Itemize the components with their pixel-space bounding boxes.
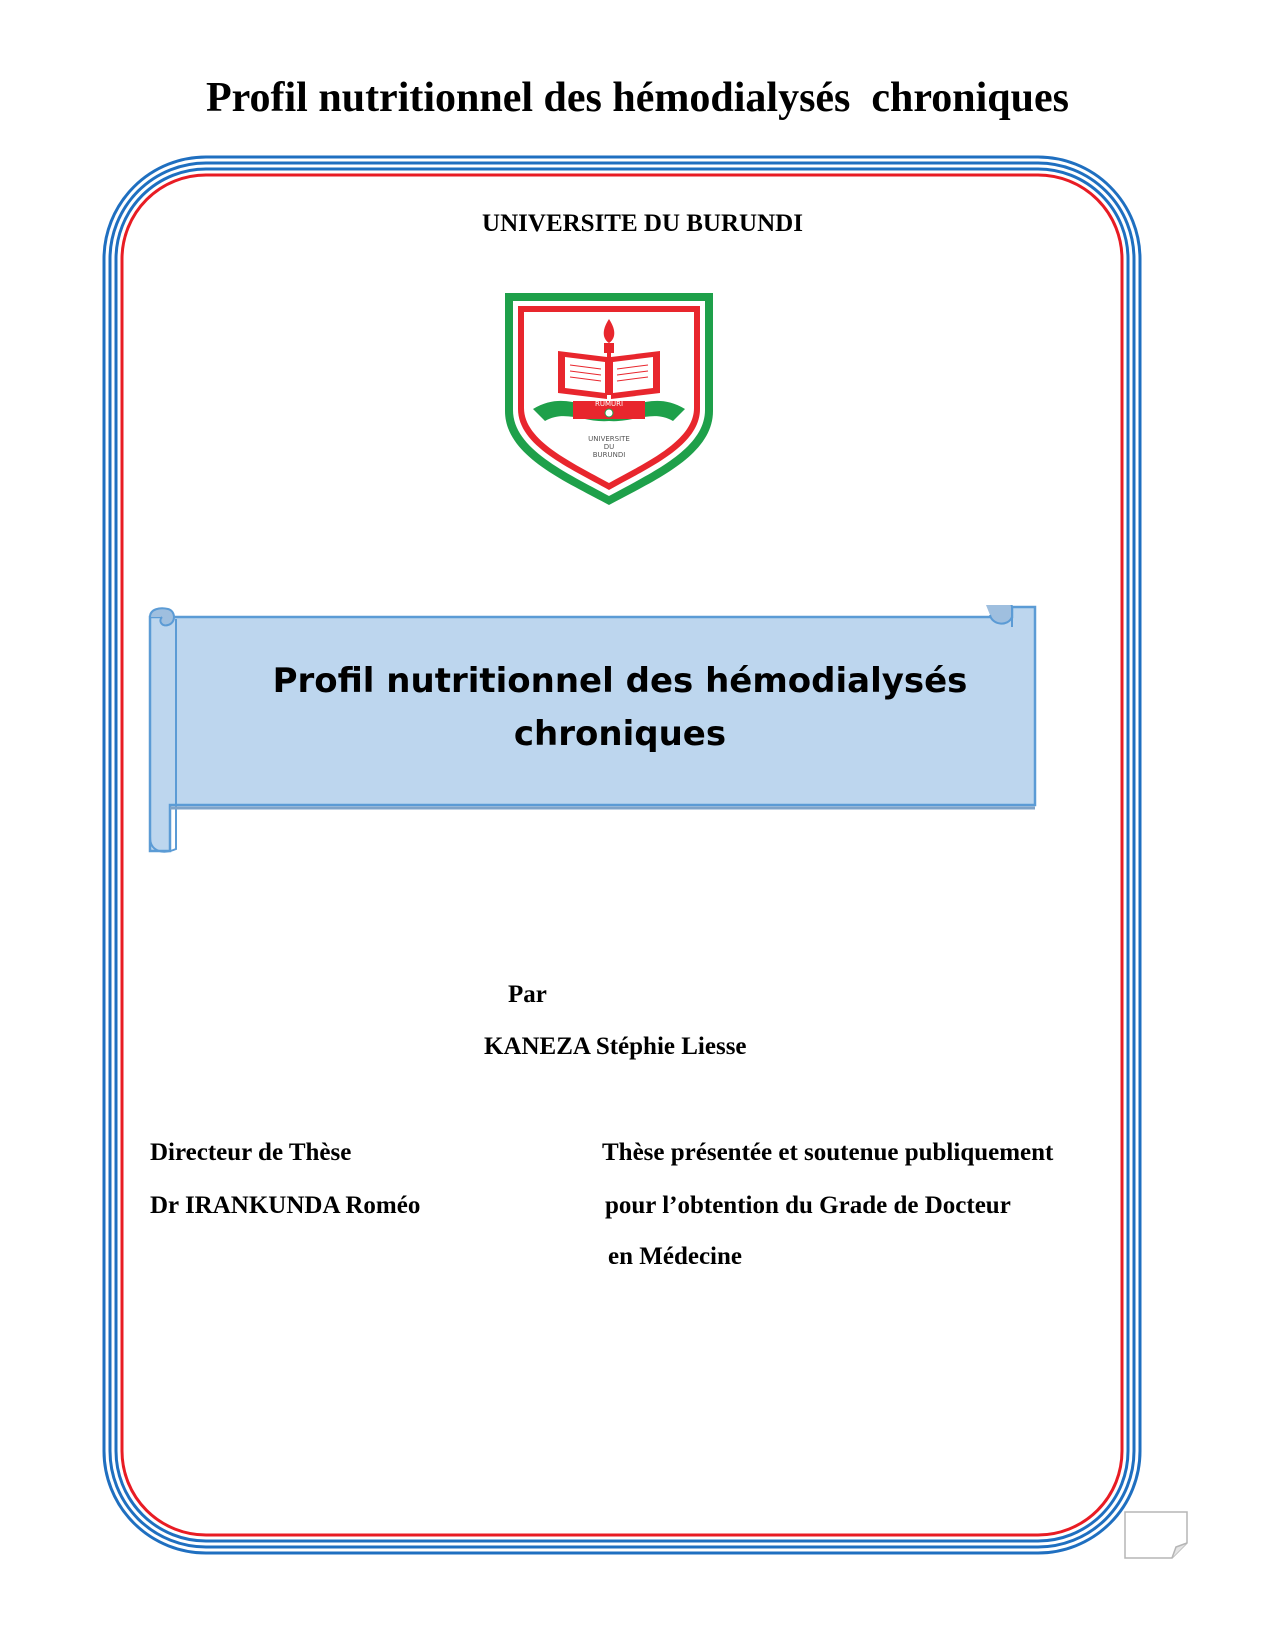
- page-curl-icon: [1124, 1511, 1188, 1559]
- crest-text-line3: BURUNDI: [592, 451, 626, 459]
- by-label: Par: [508, 981, 547, 1008]
- university-crest-logo: [503, 291, 715, 507]
- thesis-statement-line3: en Médecine: [608, 1243, 742, 1270]
- crest-motto: RUMURI: [594, 400, 624, 408]
- author-name: KANEZA Stéphie Liesse: [484, 1033, 747, 1060]
- director-name: Dr IRANKUNDA Roméo: [150, 1192, 421, 1219]
- crest-text-line2: DU: [603, 443, 615, 451]
- thesis-statement-line1: Thèse présentée et soutenue publiquement: [602, 1139, 1054, 1166]
- thesis-statement-line2: pour l’obtention du Grade de Docteur: [605, 1192, 1011, 1219]
- page-title: Profil nutritionnel des hémodialysés chroniques: [205, 75, 1070, 121]
- banner-title-line1: Profil nutritionnel des hémodialysés: [272, 661, 968, 701]
- crest-text-line1: UNIVERSITE: [588, 435, 630, 443]
- banner-title-line2: chroniques: [513, 714, 727, 754]
- university-name: UNIVERSITE DU BURUNDI: [482, 210, 803, 237]
- director-label: Directeur de Thèse: [150, 1139, 352, 1166]
- banner-title: [180, 655, 1060, 761]
